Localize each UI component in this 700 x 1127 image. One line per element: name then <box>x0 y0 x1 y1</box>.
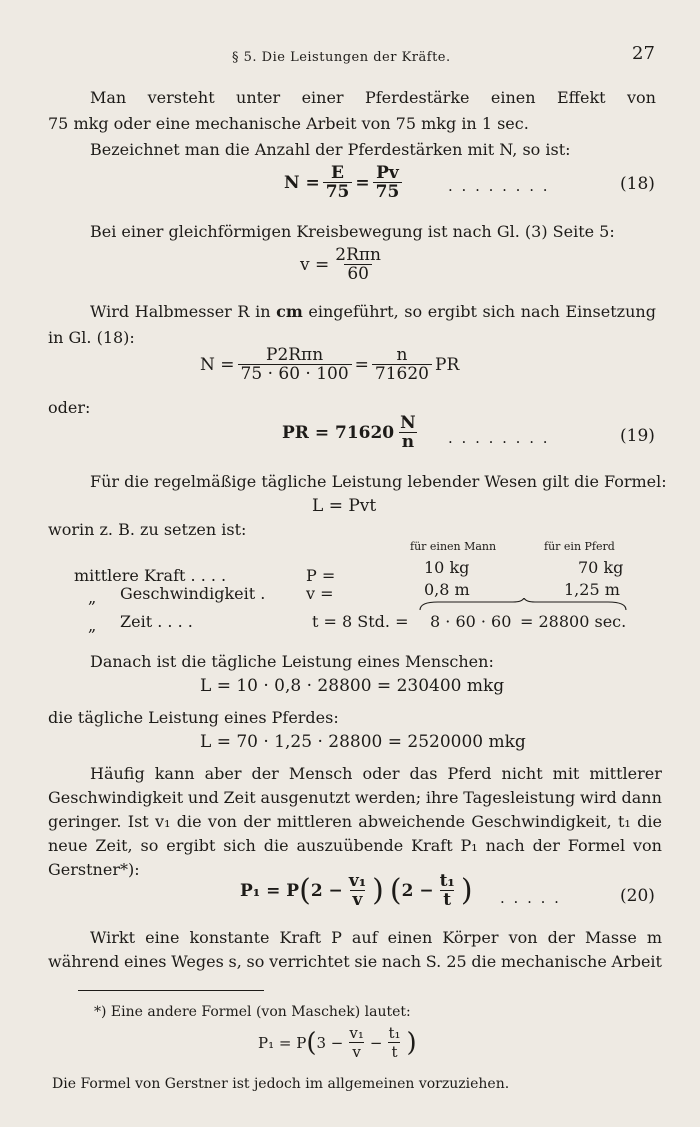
equation-l: L = Pvt <box>312 496 377 516</box>
paragraph-line: worin z. B. zu setzen ist: <box>48 520 247 539</box>
row-symbol: t = 8 Std. = <box>312 612 409 631</box>
paragraph-line: Für die regelmäßige tägliche Leistung lebender Wesen gilt die Formel: <box>90 472 667 491</box>
equation-20: P₁ = P ( 2 − $\frac{\text{v₁}}{v}$ ) ( 2 − $\frac{\text{t₁}}{t}$ ) <box>240 871 473 910</box>
row-symbol: v = <box>306 584 334 603</box>
paragraph-line: Bezeichnet man die Anzahl der Pferdestärken mit N, so ist: <box>90 140 571 159</box>
brace-under-values <box>418 598 628 612</box>
leader-dots: . . . . . . . . <box>448 177 550 195</box>
equation-19: PR = 71620 $\frac{N}{n}$ <box>282 413 416 452</box>
paragraph-line: Geschwindigkeit und Zeit ausgenutzt werden; ihre Tagesleistung wird dann <box>48 788 662 807</box>
cell-seconds: = 28800 sec. <box>520 612 627 631</box>
equation-18: N = $\frac{E}{75}$ = $\frac{Pv}{75}$ <box>284 164 405 201</box>
row-label: Zeit . . . . <box>120 612 193 631</box>
paragraph-line: in Gl. (18): <box>48 328 135 347</box>
cell-horse: 70 kg <box>578 558 624 577</box>
paragraph-line: geringer. Ist v₁ die von der mittleren abweichende Geschwindigkeit, t₁ die <box>48 812 662 831</box>
paragraph-line: Häufig kann aber der Mensch oder das Pferd nicht mit mittlerer <box>90 764 662 783</box>
leader-dots: . . . . . . . . <box>448 429 550 447</box>
footnote-equation: P₁ = P ( 3 − $\frac{\text{v₁}}{v}$ − $\frac{\text{t₁}}{t}$ ) <box>258 1024 417 1061</box>
footnote-rule <box>78 990 264 991</box>
paragraph-line: Danach ist die tägliche Leistung eines Menschen: <box>90 652 494 671</box>
equation-number: (18) <box>620 174 655 194</box>
equation-man-work: L = 10 · 0,8 · 28800 = 230400 mkg <box>200 676 505 696</box>
equation-number: (19) <box>620 426 655 446</box>
paragraph-line: während eines Weges s, so verrichtet sie nach S. 25 die mechanische Arbeit <box>48 952 662 971</box>
row-label: mittlere Kraft . . . . <box>74 566 227 585</box>
equation-horse-work: L = 70 · 1,25 · 28800 = 2520000 mkg <box>200 732 526 752</box>
ditto-mark: „ <box>88 616 97 635</box>
footnote-line: *) Eine andere Formel (von Maschek) lautet: <box>94 1004 411 1020</box>
cell-man: 10 kg <box>424 558 470 577</box>
paragraph-line: die tägliche Leistung eines Pferdes: <box>48 708 339 727</box>
equation-number: (20) <box>620 886 655 906</box>
paragraph-line: Gerstner*): <box>48 860 140 879</box>
page-number: 27 <box>632 43 655 64</box>
paragraph-line: Wirkt eine konstante Kraft P auf einen Körper von der Masse m <box>90 928 662 947</box>
row-label: Geschwindigkeit . <box>120 584 266 603</box>
footnote-line: Die Formel von Gerstner ist jedoch im allgemeinen vorzuziehen. <box>52 1076 510 1092</box>
paragraph-line: oder: <box>48 398 91 417</box>
paragraph-line: Man versteht unter einer Pferdestärke einen Effekt von <box>90 88 656 107</box>
equation-velocity: v = $\frac{\text{2Rπn}}{60}$ <box>300 245 382 284</box>
cell-man: 0,8 m <box>424 580 470 599</box>
paragraph-line: Bei einer gleichförmigen Kreisbewegung ist nach Gl. (3) Seite 5: <box>90 222 615 241</box>
cell-time: 8 · 60 · 60 <box>430 612 512 631</box>
row-symbol: P = <box>306 566 336 585</box>
leader-dots: . . . . . <box>500 889 561 907</box>
paragraph-line: Wird Halbmesser R in cm eingeführt, so ergibt sich nach Einsetzung <box>90 302 656 321</box>
ditto-mark: „ <box>88 588 97 607</box>
column-header-horse: für ein Pferd <box>544 540 615 553</box>
paragraph-line: neue Zeit, so ergibt sich die auszuübende Kraft P₁ nach der Formel von <box>48 836 662 855</box>
equation-n: N = $\frac{\text{P2Rπn}}{75 \cdot 60 \cdot 100}$ = $\frac{n}{71620}$ PR <box>200 345 460 384</box>
cell-horse: 1,25 m <box>564 580 620 599</box>
running-header: § 5. Die Leistungen der Kräfte. <box>232 50 451 65</box>
column-header-man: für einen Mann <box>410 540 497 553</box>
paragraph-line: 75 mkg oder eine mechanische Arbeit von 75 mkg in 1 sec. <box>48 114 529 133</box>
